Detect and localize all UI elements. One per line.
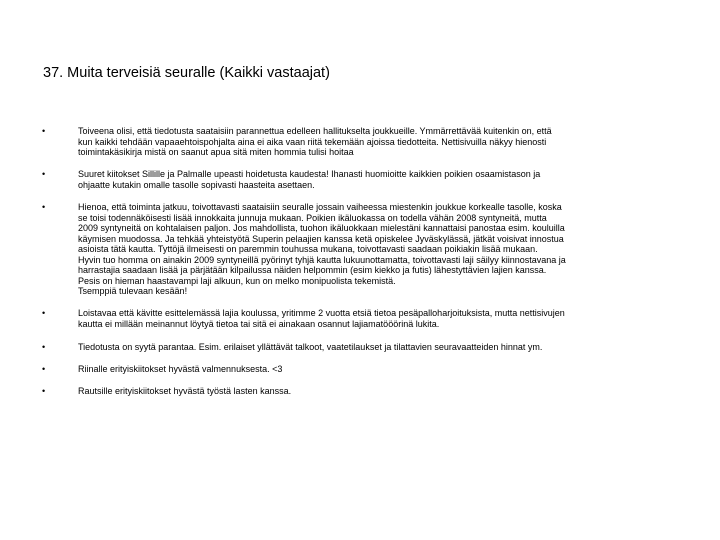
page-title: 37. Muita terveisiä seuralle (Kaikki vastaajat) — [43, 65, 330, 81]
list-item-text: Tiedotusta on syytä parantaa. Esim. erilaiset yllättävät talkoot, vaatetilaukset ja tilattavien seuravaatteiden hinnat ym. — [78, 342, 543, 352]
bullet-icon: • — [42, 308, 46, 318]
bullet-icon: • — [42, 386, 46, 396]
list-item-text: Hienoa, että toiminta jatkuu, toivottavasti saataisiin seuralle jossain vaiheessa miestenkin joukkue korkealle tasolle, koska se toisi todennäköisesti lisää innokkaita junnuja mukaan. Poikien ikäluokassa on todella vähän 2008 syntyneitä, mutta 2009 syntyneitä on kohtalaisen paljon. Jos mahdollista, tuohon ikäluokkaan mielestäni kannattaisi panostaa esim. kouluilla käymisen muodossa. Ja tehkää yhteistyötä Superin pelaajien kanssa ketä opiskelee Jyväskylässä, jätkät voisivat innostua asioista tätä kautta. Tyttöjä ilmeisesti on paremmin touhussa mukana, toivottavasti saadaan poikiakin lisää mukaan. Hyvin tuo homma on ainakin 2009 syntyneillä pyörinyt tyhjä kautta lukuunottamatta, toivottavasti laji säilyy kiinnostavana ja harrastajia saadaan lisää ja pärjätään kilpailussa näiden helpommin (esim kiekko ja futis) lähestyttävien lajien kanssa. Pesis on hieman haastavampi laji alkuun, kun on melko monipuolista tekemistä. Tsemppiä tulevaan kesään! — [78, 202, 566, 296]
bullet-icon: • — [42, 342, 46, 352]
list-item-text: Loistavaa että kävitte esittelemässä lajia koulussa, yritimme 2 vuotta etsiä tietoa pesäpalloharjoituksista, mutta nettisivujen kautta ei millään meinannut löytyä tietoa tai sitä ei ainakaan osannut lajiamatööörinä lukita. — [78, 308, 565, 329]
bullet-icon: • — [42, 202, 46, 212]
list-item-text: Suuret kiitokset Sillille ja Palmalle upeasti hoidetusta kaudesta! Ihanasti huomioitte kaikkien poikien osaamistason ja ohjaatte kutakin omalle tasolle sopivasti haasteita asettaen. — [78, 169, 541, 190]
bullet-icon: • — [42, 364, 46, 374]
bullet-icon: • — [42, 126, 46, 136]
list-item-text: Toiveena olisi, että tiedotusta saataisiin parannettua edelleen hallitukselta joukkueille. Ymmärrettävää kuitenkin on, että kun kaikki tehdään vapaaehtoispohjalta aina ei aika vaan riitä tekemään ajoissa tiedotteita. Nettisivuilla näkyy hienosti toimintakäsikirja mistä on saanut apua sitä miten hommia tulisi hoitaa — [78, 126, 552, 157]
list-item-text: Rautsille erityiskiitokset hyvästä työstä lasten kanssa. — [78, 386, 292, 396]
bullet-icon: • — [42, 169, 46, 179]
list-item-text: Riinalle erityiskiitokset hyvästä valmennuksesta. <3 — [78, 364, 283, 374]
